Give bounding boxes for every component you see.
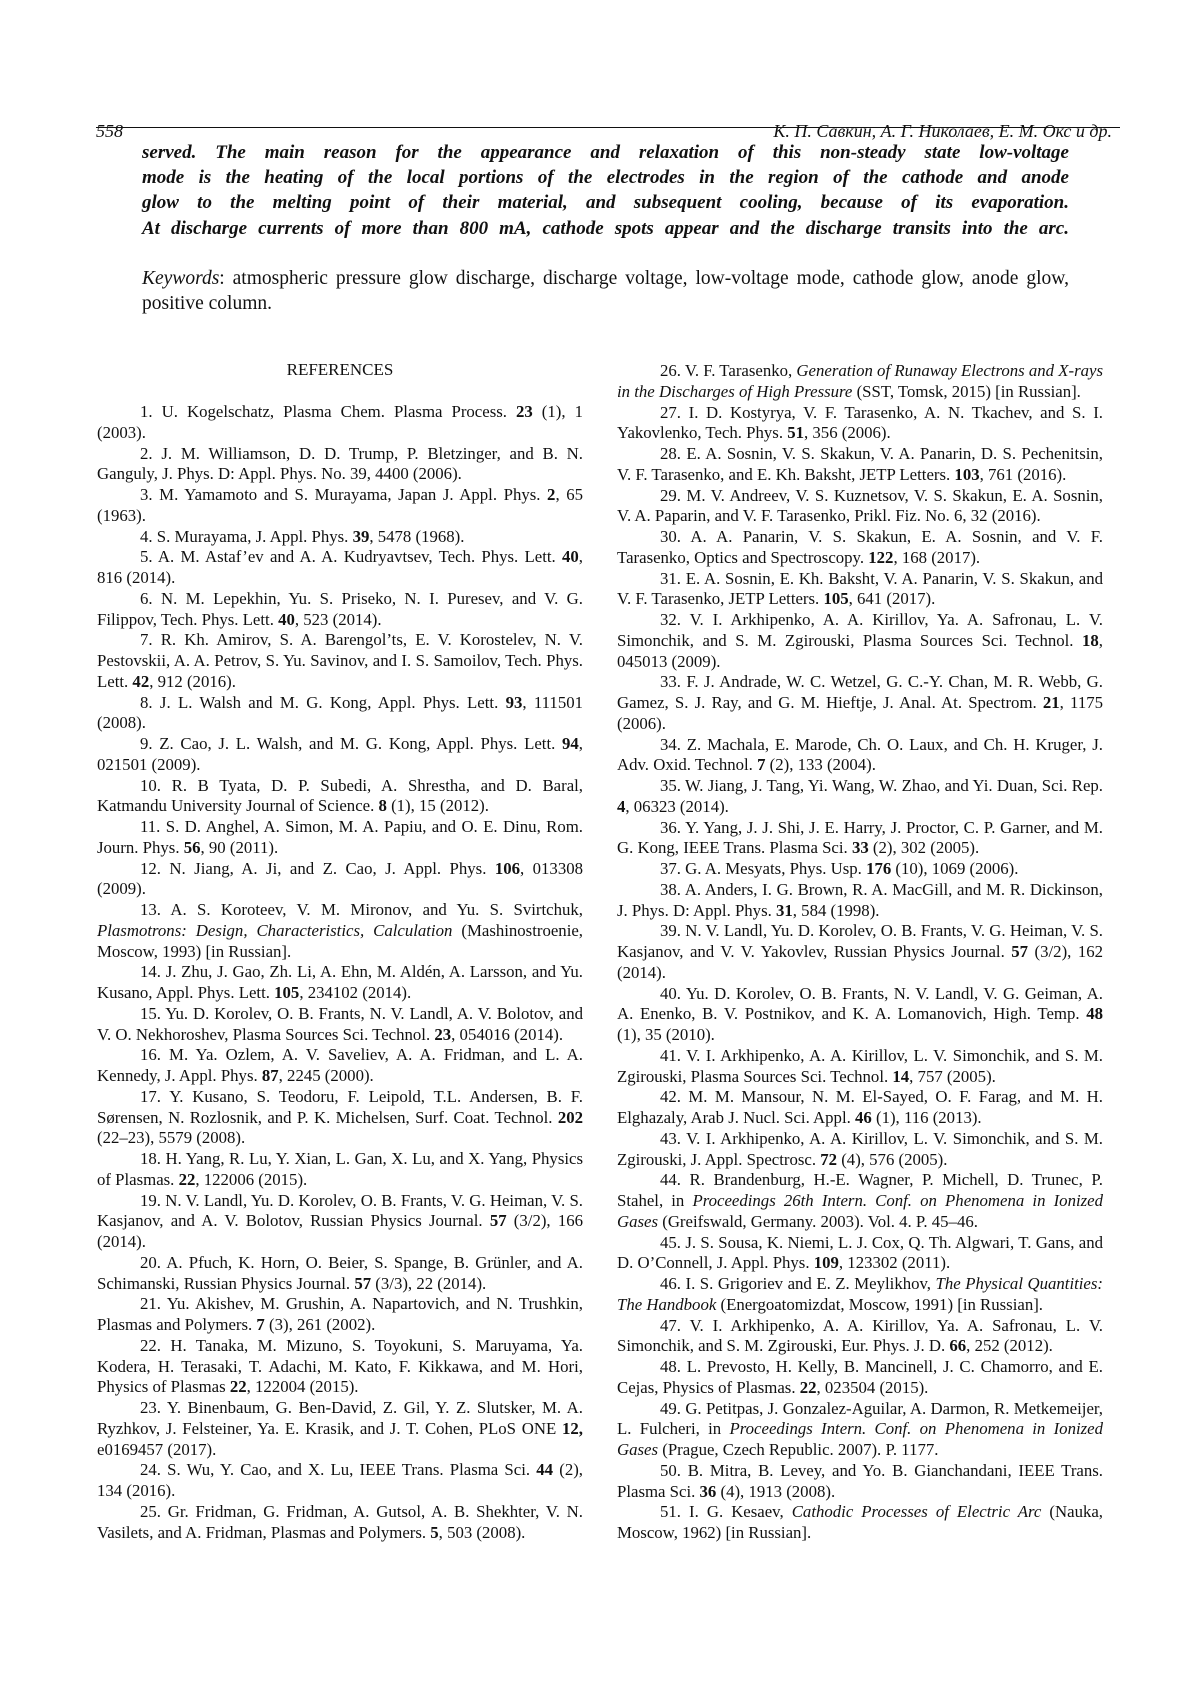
reference-volume: 105 <box>823 589 849 609</box>
reference-text: 25. Gr. Fridman, G. Fridman, A. Gutsol, A. B. Shekhter, V. N. Vasilets, and A. Fridman, Plasmas and Polymers. <box>97 1501 583 1542</box>
reference-text: 43. V. I. Arkhipenko, A. A. Kirillov, L. V. Simonchik, and S. M. Zgirouski, J. Appl. Spectrosc. <box>617 1128 1103 1169</box>
reference-volume: 22 <box>229 1377 247 1397</box>
reference-text: 13. A. S. Koroteev, V. M. Mironov, and Yu. S. Svirtchuk, <box>140 900 583 919</box>
reference-text: 10. R. B Tyata, D. P. Subedi, A. Shrestha, and D. Baral, Katmandu University Journal of Science. <box>97 775 583 816</box>
reference-text: 12. N. Jiang, A. Ji, and Z. Cao, J. Appl. Phys. <box>140 858 495 878</box>
reference-text: 8. J. L. Walsh and M. G. Kong, Appl. Phys. Lett. <box>140 692 506 712</box>
reference-item <box>617 1274 1103 1316</box>
reference-text: , 2245 (2000). <box>278 1066 374 1085</box>
reference-text: 36. Y. Yang, J. J. Shi, J. E. Harry, J. Proctor, C. P. Garner, and M. G. Kong, IEEE Trans. Plasma Sci. <box>617 817 1103 858</box>
reference-volume: 93 <box>505 692 523 712</box>
reference-text: , 023504 (2015). <box>816 1377 929 1397</box>
reference-text: 47. V. I. Arkhipenko, A. A. Kirillov, Ya. A. Safronau, L. V. Simonchik, and S. M. Zgirouski, Eur. Phys. J. D. <box>617 1315 1103 1356</box>
reference-volume: 122 <box>868 547 894 567</box>
reference-volume: 176 <box>866 859 892 878</box>
reference-text: 17. Y. Kusano, S. Teodoru, F. Leipold, T.L. Andersen, B. F. Sørensen, N. Rozlosnik, and P. K. Michelsen, Surf. Coat. Technol. <box>97 1086 583 1127</box>
reference-item <box>617 818 1103 860</box>
reference-text: 37. G. A. Mesyats, Phys. Usp. <box>660 859 867 878</box>
reference-text: 21. Yu. Akishev, M. Grushin, A. Napartovich, and N. Trushkin, Plasmas and Polymers. <box>97 1294 583 1334</box>
reference-item <box>617 444 1103 486</box>
reference-title: Generation of Runaway Electrons and X-rays in the Discharges of High Pressure <box>617 361 1103 401</box>
reference-item <box>97 1149 583 1191</box>
abstract-line: glow to the melting point of their material, and subsequent cooling, because of its evaporation. <box>142 192 1069 214</box>
reference-item <box>97 1004 583 1046</box>
reference-text: (SST, Tomsk, 2015) [in Russian]. <box>852 381 1081 401</box>
reference-text: (2), 302 (2005). <box>868 838 980 858</box>
references-column-left <box>97 402 583 1543</box>
reference-text: 35. W. Jiang, J. Tang, Yi. Wang, W. Zhao, and Yi. Duan, Sci. Rep. <box>660 776 1103 795</box>
reference-text: , 65 (1963). <box>97 485 583 525</box>
reference-item <box>617 1461 1103 1503</box>
reference-text: 49. G. Petitpas, J. Gonzalez-Aguilar, A. Darmon, R. Metkemeijer, L. Fulcheri, in <box>617 1398 1103 1439</box>
reference-text: , 912 (2016). <box>149 671 236 691</box>
reference-text: 15. Yu. D. Korolev, O. B. Frants, N. V. Landl, A. V. Bolotov, and V. O. Nekhoroshev, Plasma Sources Sci. Technol. <box>97 1003 583 1044</box>
reference-text: 50. B. Mitra, B. Levey, and Yo. B. Gianchandani, IEEE Trans. Plasma Sci. <box>617 1460 1103 1501</box>
reference-text: (2), 134 (2016). <box>97 1460 583 1500</box>
reference-text: , 168 (2017). <box>893 547 981 567</box>
reference-text: , 234102 (2014). <box>299 983 412 1002</box>
reference-item <box>617 569 1103 611</box>
reference-item <box>617 984 1103 1046</box>
reference-volume: 66 <box>949 1336 967 1356</box>
reference-text: , 06323 (2014). <box>625 796 729 816</box>
reference-item <box>97 1253 583 1295</box>
reference-text: (3/3), 22 (2014). <box>371 1273 487 1293</box>
reference-text: 11. S. D. Anghel, A. Simon, M. A. Papiu, and O. E. Dinu, Rom. Journ. Phys. <box>97 817 583 857</box>
reference-text: 39. N. V. Landl, Yu. D. Korolev, O. B. Frants, V. G. Heiman, V. S. Kasjanov, and V. V. Yakovlev, Russian Physics Journal. <box>617 921 1103 961</box>
reference-text: (1), 1 (2003). <box>97 402 583 442</box>
reference-text: , 816 (2014). <box>97 547 583 587</box>
reference-item <box>97 1398 583 1460</box>
reference-item <box>97 402 583 444</box>
reference-text: (Greifswald, Germany. 2003). Vol. 4. P. 45–46. <box>658 1211 978 1231</box>
reference-text: 38. A. Anders, I. G. Brown, R. A. MacGill, and M. R. Dickinson, J. Phys. D: Appl. Phys. <box>617 879 1103 920</box>
reference-item <box>617 1046 1103 1088</box>
reference-volume: 4 <box>617 796 626 816</box>
reference-text: 20. A. Pfuch, K. Horn, O. Beier, S. Spange, B. Grünler, and A. Schimanski, Russian Physics Journal. <box>97 1252 583 1293</box>
reference-text: 44. R. Brandenburg, H.-E. Wagner, P. Michell, D. Trunec, P. Stahel, in <box>617 1170 1103 1210</box>
reference-volume: 14 <box>892 1066 910 1086</box>
reference-text: , 252 (2012). <box>966 1336 1053 1356</box>
reference-title: Cathodic Processes of Electric Arc <box>791 1502 1042 1522</box>
reference-text: 26. V. F. Tarasenko, <box>660 361 797 380</box>
reference-volume: 103 <box>954 464 980 484</box>
reference-volume: 56 <box>183 837 201 857</box>
reference-volume: 22 <box>178 1169 196 1189</box>
reference-text: 5. A. M. Astaf’ev and A. A. Kudryavtsev, Tech. Phys. Lett. <box>140 547 563 567</box>
reference-text: (1), 35 (2010). <box>617 1025 715 1044</box>
reference-text: 22. H. Tanaka, M. Mizuno, S. Toyokuni, S. Maruyama, Ya. Kodera, H. Terasaki, T. Adachi, M. Kato, F. Kikkawa, and M. Hori, Physics of Plasmas <box>97 1335 583 1397</box>
reference-volume: 72 <box>820 1149 838 1169</box>
reference-text: 1. U. Kogelschatz, Plasma Chem. Plasma Process. <box>140 402 516 421</box>
reference-text: (1), 15 (2012). <box>386 796 489 816</box>
reference-item <box>97 527 583 548</box>
reference-text: , 123302 (2011). <box>838 1253 951 1273</box>
reference-text: 41. V. I. Arkhipenko, A. A. Kirillov, L. V. Simonchik, and S. M. Zgirouski, Plasma Sources Sci. Technol. <box>617 1045 1103 1086</box>
reference-volume: 7 <box>256 1315 265 1334</box>
reference-text: e0169457 (2017). <box>97 1439 217 1459</box>
header-rule <box>96 127 1120 128</box>
reference-text: , 111501 (2008). <box>97 692 583 733</box>
reference-text: 18. H. Yang, R. Lu, Y. Xian, L. Gan, X. Lu, and X. Yang, Physics of Plasmas. <box>97 1149 583 1189</box>
reference-item <box>97 817 583 859</box>
keywords-text: : atmospheric pressure glow discharge, discharge voltage, low-voltage mode, cathode glow, anode glow, positive column. <box>142 268 1069 314</box>
reference-volume: 18 <box>1082 630 1099 650</box>
references-heading: REFERENCES <box>286 360 394 379</box>
reference-volume: 48 <box>1086 1004 1103 1024</box>
reference-item <box>617 1233 1103 1275</box>
reference-text: 28. E. A. Sosnin, V. S. Skakun, V. A. Panarin, D. S. Pechenitsin, V. F. Tarasenko, and E. Kh. Baksht, JETP Letters. <box>617 444 1103 484</box>
reference-title: The Physical Quantities: The Handbook <box>617 1274 1104 1314</box>
reference-item <box>617 672 1103 734</box>
reference-text: , 1175 (2006). <box>617 693 1103 733</box>
reference-text: 14. J. Zhu, J. Gao, Zh. Li, A. Ehn, M. Aldén, A. Larsson, and Yu. Kusano, Appl. Phys. Lett. <box>97 962 583 1002</box>
reference-title: Proceedings Intern. Conf. on Phenomena in Ionized Gases <box>617 1419 1103 1459</box>
reference-volume: 23 <box>515 402 533 421</box>
reference-volume: 36 <box>699 1481 717 1501</box>
reference-text: (Nauka, Moscow, 1962) [in Russian]. <box>617 1502 1103 1542</box>
reference-text: (3), 261 (2002). <box>264 1315 376 1334</box>
reference-item <box>617 527 1103 569</box>
reference-volume: 8 <box>378 796 387 816</box>
reference-volume: 40 <box>562 547 579 567</box>
keywords <box>142 266 1069 316</box>
reference-text: , 045013 (2009). <box>617 630 1103 671</box>
reference-text: 40. Yu. D. Korolev, O. B. Frants, N. V. Landl, V. G. Geiman, A. A. Enenko, B. V. Postnikov, and K. A. Lomanovich, High. Temp. <box>617 983 1103 1024</box>
reference-title: Plasmotrons: Design, Characteristics, Calculation <box>97 920 453 940</box>
reference-item <box>97 630 583 692</box>
reference-text: 42. M. M. Mansour, N. M. El-Sayed, O. F. Farag, and M. H. Elghazaly, Arab J. Nucl. Sci. Appl. <box>617 1087 1103 1127</box>
reference-text: 3. M. Yamamoto and S. Murayama, Japan J. Appl. Phys. <box>140 485 548 504</box>
reference-text: 2. J. M. Williamson, D. D. Trump, P. Bletzinger, and B. N. Ganguly, J. Phys. D: Appl. Phys. No. 39, 4400 (2006). <box>97 443 583 484</box>
reference-text: , 523 (2014). <box>294 609 382 629</box>
reference-text: 16. M. Ya. Ozlem, A. V. Saveliev, A. A. Fridman, and L. A. Kennedy, J. Appl. Phys. <box>97 1045 583 1085</box>
reference-volume: 5 <box>430 1522 439 1542</box>
reference-text: 29. M. V. Andreev, V. S. Kuznetsov, V. S. Skakun, E. A. Sosnin, V. A. Paparin, and V. F. Tarasenko, Prikl. Fiz. No. 6, 32 (2016). <box>617 485 1103 526</box>
reference-text: (4), 1913 (2008). <box>716 1481 836 1501</box>
reference-volume: 44 <box>536 1460 554 1480</box>
reference-item <box>617 1129 1103 1171</box>
abstract-line: At discharge currents of more than 800 mA, cathode spots appear and the discharge transits into the arc. <box>142 217 1069 239</box>
reference-text: 51. I. G. Kesaev, <box>660 1502 792 1522</box>
reference-item <box>97 1460 583 1502</box>
reference-volume: 2 <box>547 485 556 504</box>
reference-text: (3/2), 162 (2014). <box>617 942 1103 982</box>
reference-text: , 356 (2006). <box>804 423 891 443</box>
reference-volume: 51 <box>787 423 805 443</box>
reference-item <box>97 547 583 589</box>
reference-text: , 641 (2017). <box>848 589 936 609</box>
reference-text: (22–23), 5579 (2008). <box>97 1128 246 1148</box>
reference-item <box>617 361 1103 403</box>
reference-volume: 57 <box>1011 942 1029 961</box>
reference-volume: 109 <box>813 1253 839 1273</box>
reference-volume: 22 <box>799 1377 817 1397</box>
reference-text: 24. S. Wu, Y. Cao, and X. Lu, IEEE Trans. Plasma Sci. <box>140 1460 537 1480</box>
reference-volume: 21 <box>1042 693 1060 712</box>
reference-text: (3/2), 166 (2014). <box>97 1211 583 1251</box>
reference-volume: 33 <box>851 838 869 858</box>
reference-volume: 40 <box>278 609 295 629</box>
reference-text: , 021501 (2009). <box>97 734 583 774</box>
reference-text: (2), 133 (2004). <box>765 755 876 775</box>
reference-item <box>97 693 583 735</box>
reference-text: , 90 (2011). <box>200 837 279 857</box>
reference-text: 27. I. D. Kostyrya, V. F. Tarasenko, A. N. Tkachev, and S. I. Yakovlenko, Tech. Phys. <box>617 402 1103 443</box>
reference-text: 46. I. S. Grigoriev and E. Z. Meylikhov, <box>660 1274 936 1293</box>
reference-item <box>97 485 583 527</box>
running-head: К. П. Савкин, А. Г. Николаев, Е. М. Окс и др. <box>773 121 1112 141</box>
reference-text: , 757 (2005). <box>909 1066 996 1086</box>
reference-item <box>97 1294 583 1336</box>
abstract <box>142 140 1069 241</box>
reference-text: 33. F. J. Andrade, W. C. Wetzel, G. C.-Y. Chan, M. R. Webb, G. Gamez, S. J. Ray, and G. M. Hieftje, J. Anal. At. Spectrom. <box>617 672 1103 712</box>
reference-text: (Prague, Czech Republic. 2007). P. 1177. <box>658 1440 939 1459</box>
reference-text: (1), 116 (2013). <box>871 1108 982 1127</box>
reference-item <box>97 589 583 631</box>
reference-item <box>617 1087 1103 1129</box>
reference-item <box>617 1502 1103 1544</box>
abstract-line: served. The main reason for the appearance and relaxation of this non-steady state low-voltage <box>142 142 1069 163</box>
reference-item <box>617 735 1103 777</box>
reference-item <box>617 1316 1103 1358</box>
reference-text: (10), 1069 (2006). <box>891 859 1019 878</box>
reference-text: 48. L. Prevosto, H. Kelly, B. Mancinell, J. C. Chamorro, and E. Cejas, Physics of Plasmas. <box>617 1357 1103 1397</box>
reference-text: , 122004 (2015). <box>246 1377 359 1397</box>
reference-text: , 503 (2008). <box>438 1522 526 1542</box>
reference-item <box>97 444 583 486</box>
reference-volume: 105 <box>274 983 300 1002</box>
reference-volume: 57 <box>354 1273 372 1293</box>
reference-volume: 31 <box>776 900 793 920</box>
reference-item <box>97 1045 583 1087</box>
reference-text: (Mashinostroenie, Moscow, 1993) [in Russian]. <box>97 920 583 961</box>
reference-text: 32. V. I. Arkhipenko, A. A. Kirillov, Ya. A. Safronau, L. V. Simonchik, and S. M. Zgirouski, Plasma Sources Sci. Technol. <box>617 610 1103 650</box>
reference-item <box>617 1170 1103 1232</box>
reference-item <box>97 776 583 818</box>
reference-text: 4. S. Murayama, J. Appl. Phys. <box>140 526 353 546</box>
reference-text: , 5478 (1968). <box>369 526 465 546</box>
reference-title: Proceedings 26th Intern. Conf. on Phenomena in Ionized Gases <box>617 1191 1103 1231</box>
reference-item <box>97 900 583 962</box>
reference-text: , 584 (1998). <box>792 900 880 920</box>
reference-volume: 202 <box>557 1107 583 1127</box>
reference-volume: 23 <box>434 1024 452 1044</box>
reference-text: , 761 (2016). <box>979 464 1067 484</box>
reference-text: (4), 576 (2005). <box>837 1149 948 1169</box>
keywords-label: Keywords <box>142 268 220 289</box>
reference-item <box>617 859 1103 880</box>
reference-volume: 39 <box>352 526 370 546</box>
reference-text: , 013308 (2009). <box>97 858 583 899</box>
reference-text: (Energoatomizdat, Moscow, 1991) [in Russian]. <box>716 1294 1043 1314</box>
reference-item <box>617 776 1103 818</box>
reference-item <box>97 1502 583 1544</box>
reference-item <box>617 486 1103 528</box>
reference-volume: 87 <box>261 1066 279 1085</box>
reference-item <box>97 1087 583 1149</box>
abstract-line: mode is the heating of the local portions of the electrodes in the region of the cathode and anode <box>142 167 1069 189</box>
reference-item <box>617 1357 1103 1399</box>
reference-volume: 12, <box>562 1418 583 1438</box>
reference-text: 7. R. Kh. Amirov, S. A. Barengol’ts, E. V. Korostelev, N. V. Pestovskii, A. A. Petrov, S. Yu. Savinov, and I. S. Samoilov, Tech. Phys. Lett. <box>97 630 583 691</box>
reference-text: 31. E. A. Sosnin, E. Kh. Baksht, V. A. Panarin, V. S. Skakun, and V. F. Tarasenko, JETP Letters. <box>617 568 1103 609</box>
reference-text: 19. N. V. Landl, Yu. D. Korolev, O. B. Frants, V. G. Heiman, V. S. Kasjanov, and A. V. Bolotov, Russian Physics Journal. <box>97 1190 583 1231</box>
reference-volume: 94 <box>562 734 579 753</box>
reference-text: , 054016 (2014). <box>451 1024 564 1044</box>
reference-item <box>97 1336 583 1398</box>
reference-volume: 106 <box>494 858 521 878</box>
reference-item <box>617 1399 1103 1461</box>
reference-volume: 57 <box>489 1211 507 1231</box>
reference-text: 6. N. M. Lepekhin, Yu. S. Priseko, N. I. Puresev, and V. G. Filippov, Tech. Phys. Lett. <box>97 588 583 629</box>
reference-item <box>97 734 583 776</box>
reference-volume: 46 <box>855 1108 872 1127</box>
reference-item <box>617 610 1103 672</box>
reference-item <box>97 859 583 901</box>
reference-text: 30. A. A. Panarin, V. S. Skakun, E. A. Sosnin, and V. F. Tarasenko, Optics and Spectroscopy. <box>617 527 1103 567</box>
page-number: 558 <box>96 121 123 141</box>
reference-text: 9. Z. Cao, J. L. Walsh, and M. G. Kong, Appl. Phys. Lett. <box>140 734 563 753</box>
reference-item <box>97 1191 583 1253</box>
reference-item <box>617 921 1103 983</box>
reference-text: 45. J. S. Sousa, K. Niemi, L. J. Cox, Q. Th. Algwari, T. Gans, and D. O’Connell, J. Appl. Phys. <box>617 1232 1103 1273</box>
reference-text: 34. Z. Machala, E. Marode, Ch. O. Laux, and Ch. H. Kruger, J. Adv. Oxid. Technol. <box>617 734 1103 775</box>
reference-item <box>617 880 1103 922</box>
reference-volume: 42 <box>132 671 150 691</box>
references-column-right <box>617 361 1103 1544</box>
reference-text: , 122006 (2015). <box>195 1169 308 1189</box>
reference-item <box>97 962 583 1004</box>
reference-item <box>617 403 1103 445</box>
reference-text: 23. Y. Binenbaum, G. Ben-David, Z. Gil, Y. Z. Slutsker, M. A. Ryzhkov, J. Felsteiner, Ya. E. Krasik, and J. T. Cohen, PLoS ONE <box>97 1398 583 1438</box>
reference-volume: 7 <box>757 755 766 775</box>
